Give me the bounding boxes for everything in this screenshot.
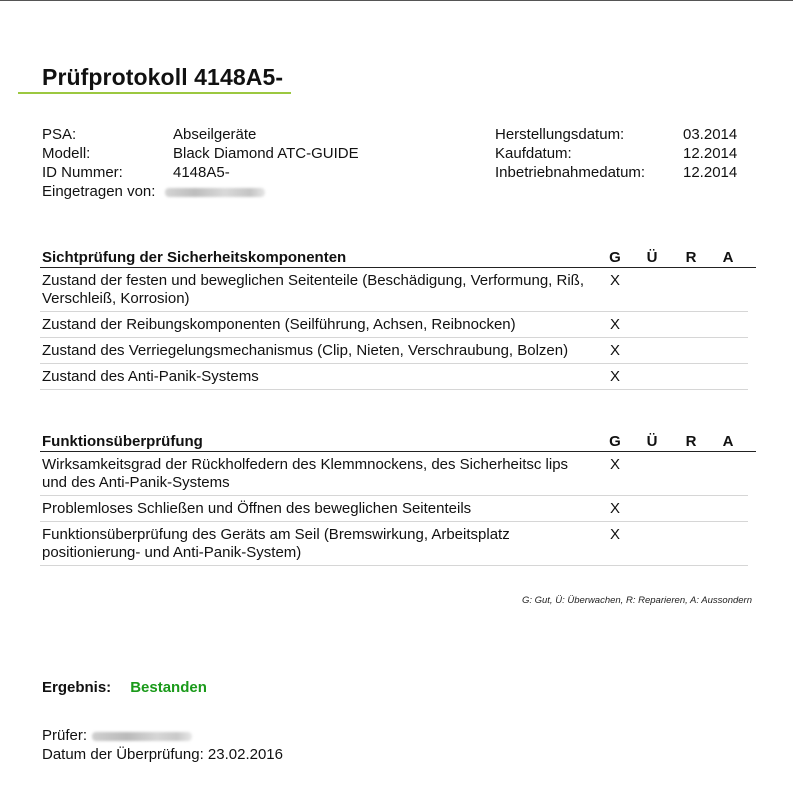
kauf-value: 12.2014 [683,145,738,162]
section-title: Funktionsüberprüfung [42,433,203,450]
redacted-inspector [92,732,192,741]
psa-value: Abseilgeräte [173,126,257,143]
table-row [40,312,748,338]
check-mark: X [609,316,620,333]
check-mark: X [609,500,620,517]
eingetragen-row [42,182,265,201]
check-text: Zustand des Verriegelungsmechanismus (Clip, Nieten, Verschraubung, Bolzen) [42,342,569,359]
herstellung-label: Herstellungsdatum: [495,126,625,143]
check-rows [40,452,748,566]
pruefer-row [42,726,283,745]
result [42,679,207,696]
document-title: Prüfprotokoll 4148A5- [42,64,284,90]
table-row [40,452,748,496]
check-text: Zustand der Reibungskomponenten (Seilführung, Achsen, Reibnocken) [42,316,516,333]
psa-label: PSA: [42,126,77,143]
result-value: Bestanden [130,679,207,696]
check-text: Zustand der festen und beweglichen Seitenteile (Beschädigung, Verformung, Riß, Verschleiß, Korrosion) [42,272,584,307]
check-mark: X [609,368,620,385]
column-r: R [685,433,697,450]
id-label: ID Nummer: [42,164,123,181]
footer-info [42,726,283,764]
section-header [40,248,756,268]
modell-label: Modell: [42,145,91,162]
check-rows [40,268,748,390]
section-funktionspruefung [40,432,756,566]
column-r: R [685,249,697,266]
top-border [0,0,793,1]
inbetrieb-label: Inbetriebnahmedatum: [495,164,646,181]
datum-value: 23.02.2016 [207,746,283,763]
check-mark: X [609,456,620,473]
pruefer-label: Prüfer: [42,727,88,744]
table-row [40,522,748,566]
check-mark: X [609,342,620,359]
title-underline [18,92,291,94]
check-mark: X [609,526,620,543]
meta-labels-right [495,125,645,182]
inbetrieb-value: 12.2014 [683,164,738,181]
check-mark: X [609,272,620,289]
eingetragen-label: Eingetragen von: [42,183,156,200]
section-sichtpruefung [40,248,756,390]
section-header [40,432,756,452]
check-text: Zustand des Anti-Panik-Systems [42,368,259,385]
herstellung-value: 03.2014 [683,126,738,143]
result-label: Ergebnis: [42,679,112,696]
check-text: Funktionsüberprüfung des Geräts am Seil (Bremswirkung, Arbeitsplatz positionierung- und Anti-Panik-System) [42,526,510,561]
id-value: 4148A5- [173,164,230,181]
check-text: Wirksamkeitsgrad der Rückholfedern des Klemmnockens, des Sicherheitsc lips und des Anti-Panik-Systems [42,456,569,491]
table-row [40,496,748,522]
table-row [40,338,748,364]
meta-values-left [173,125,359,182]
column-a: A [722,249,734,266]
redacted-name [165,188,265,197]
meta-values-right [683,125,737,182]
check-text: Problemloses Schließen und Öffnen des beweglichen Seitenteils [42,500,472,517]
modell-value: Black Diamond ATC-GUIDE [173,145,359,162]
column-u: Ü [646,249,658,266]
section-title: Sichtprüfung der Sicherheitskomponenten [42,249,347,266]
legend: G: Gut, Ü: Überwachen, R: Reparieren, A: Aussondern [521,595,752,606]
datum-row [42,745,283,764]
kauf-label: Kaufdatum: [495,145,572,162]
column-u: Ü [646,433,658,450]
datum-label: Datum der Überprüfung: [42,746,204,763]
column-g: G [609,433,621,450]
table-row [40,268,748,312]
column-g: G [609,249,621,266]
table-row [40,364,748,390]
column-a: A [722,433,734,450]
